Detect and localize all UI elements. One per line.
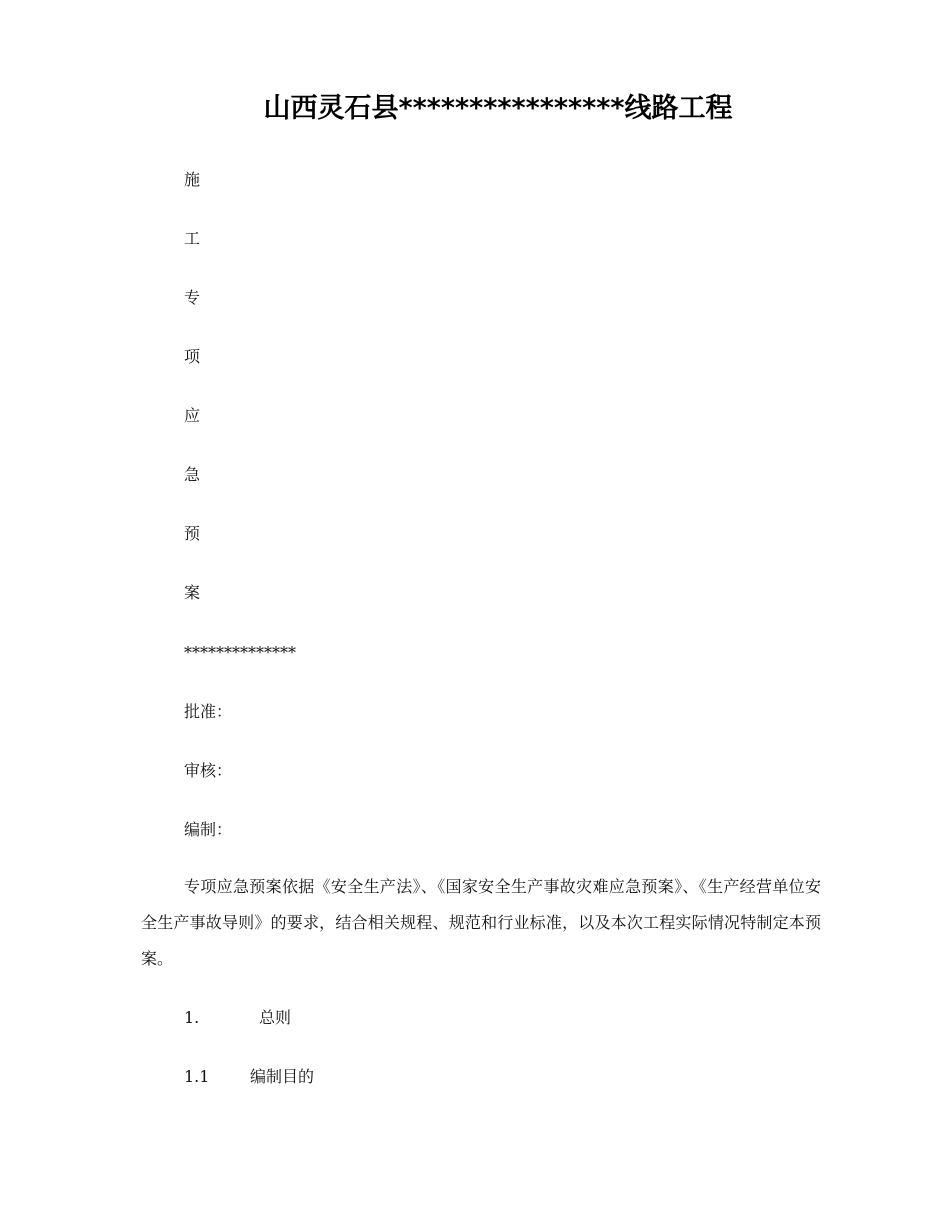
approval-label: 批准： xyxy=(184,702,233,721)
document-title: 山西灵石县****************线路工程 xyxy=(263,93,733,124)
vertical-title-char: 项 xyxy=(184,347,201,366)
vertical-title-char: 工 xyxy=(184,229,201,248)
section-title: 总则 xyxy=(259,1008,292,1027)
vertical-title-char: 施 xyxy=(184,170,201,189)
section-number: 1.1 xyxy=(184,1067,210,1086)
vertical-title-char: 急 xyxy=(184,465,201,484)
organization-name: ************** xyxy=(184,643,296,662)
section-number: 1. xyxy=(184,1008,200,1027)
section-title: 编制目的 xyxy=(250,1067,315,1086)
vertical-title-char: 预 xyxy=(184,524,201,543)
vertical-title-char: 应 xyxy=(184,406,201,425)
compile-label: 编制： xyxy=(184,820,233,839)
section-heading xyxy=(184,1008,291,1028)
vertical-title-char: 专 xyxy=(184,288,201,307)
vertical-title-char: 案 xyxy=(184,583,201,602)
review-label: 审核： xyxy=(184,761,233,780)
intro-paragraph: 专项应急预案依据《安全生产法》、《国家安全生产事故灾难应急预案》、《生产经营单位安全生产事故导则》的要求，结合相关规程、规范和行业标准，以及本次工程实际情况特制定本预案。 xyxy=(141,877,821,968)
subsection-heading xyxy=(184,1067,314,1087)
